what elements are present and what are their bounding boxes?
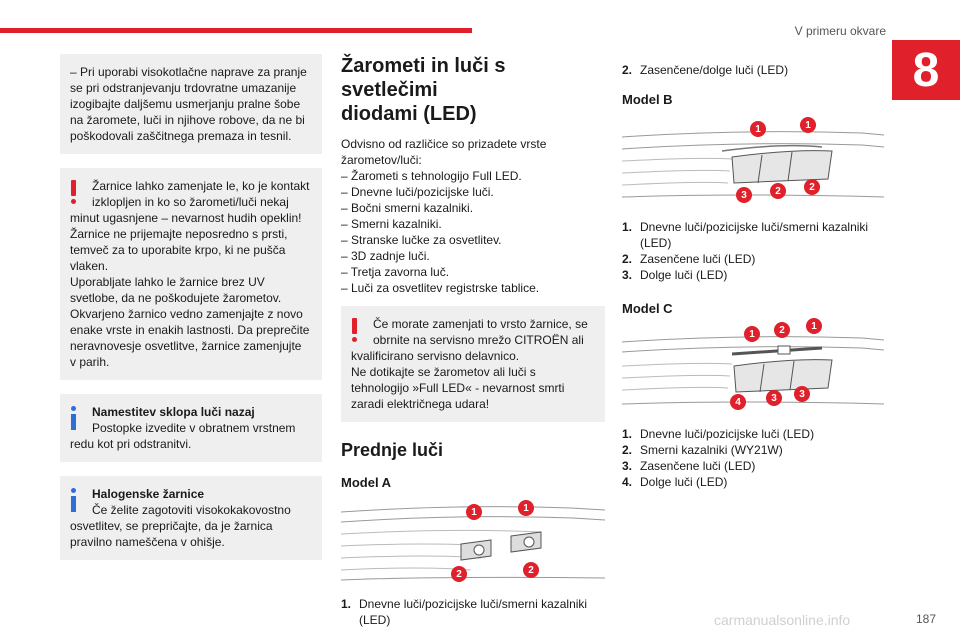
callout-badge: 2 — [804, 179, 820, 195]
callout-badge: 1 — [800, 117, 816, 133]
list-item: – Luči za osvetlitev registrske tablice. — [341, 281, 540, 295]
text-line: Žarnice ne prijemajte neposredno s prsti, — [70, 227, 288, 241]
text-line: v parih. — [70, 355, 110, 369]
cleaning-note-box — [60, 54, 322, 154]
model-a-diagram — [341, 500, 605, 586]
legend-item: 2. Zasenčene luči (LED) — [622, 252, 756, 266]
callout-badge: 1 — [518, 500, 534, 516]
text-line: Žarnice lahko zamenjate le, ko je kontakt — [92, 179, 310, 193]
text-line: se pri odstranjevanju trdovratne umazanije — [70, 81, 297, 95]
front-lights-heading: Prednje luči — [341, 440, 444, 460]
text-line: vlaken. — [70, 259, 109, 273]
callout-badge: 4 — [730, 394, 746, 410]
text-line: žarometov/luči: — [341, 153, 422, 167]
text-line: izogibajte daljšemu usmerjanju pralne šobe — [70, 97, 301, 111]
callout-badge: 2 — [774, 322, 790, 338]
text-line: Okvarjeno žarnico vedno zamenjajte z novo — [70, 307, 303, 321]
legend-item: 1. Dnevne luči/pozicijske luči/smerni kazalniki (LED) — [622, 220, 869, 250]
callout-badge: 1 — [750, 121, 766, 137]
refit-info-box — [60, 394, 322, 462]
column-2 — [341, 54, 605, 636]
footer-watermark: carmanualsonline.info — [714, 612, 851, 628]
callout-badge: 2 — [523, 562, 539, 578]
text-line: svetlobe, da ne poškodujete žarometov. — [70, 291, 282, 305]
column-3 — [622, 62, 884, 498]
bulb-warning-box — [60, 168, 322, 380]
text-line: na žaromete, luči in njihove robove, da ne bi — [70, 113, 305, 127]
text-line: zaradi električnega udara! — [351, 397, 490, 411]
callout-badge: 1 — [466, 504, 482, 520]
legend-item: 1. Dnevne luči/pozicijske luči (LED) — [622, 427, 815, 441]
text-line: pravilno nameščena v ohišje. — [70, 535, 225, 549]
text-line: Postopke izvedite v obratnem vrstnem — [92, 421, 296, 435]
list-item: – Smerni kazalniki. — [341, 217, 442, 231]
info-icon — [70, 488, 78, 512]
text-line: minut ugasnjene – nevarnost hudih opeklin! — [70, 211, 302, 225]
chapter-badge: 8 — [892, 40, 960, 100]
text-line: Ne dotikajte se žarometov ali luči s — [351, 365, 536, 379]
list-item: – Dnevne luči/pozicijske luči. — [341, 185, 494, 199]
text-line: kvalificirano servisno delavnico. — [351, 349, 520, 363]
title-line: diodami (LED) — [341, 103, 477, 125]
halogen-info-box — [60, 476, 322, 560]
text-line: – Pri uporabi visokotlačne naprave za pranje — [70, 65, 307, 79]
text-line: temveč za to uporabite krpo, ki ne pušča — [70, 243, 286, 257]
page-number: 187 — [915, 612, 936, 626]
text-line: tehnologijo »Full LED« - nevarnost smrti — [351, 381, 565, 395]
legend-item: 2. Zasenčene/dolge luči (LED) — [622, 63, 789, 77]
text-line: obrnite na servisno mrežo CITROËN ali — [373, 333, 584, 347]
text-line: Če morate zamenjati to vrsto žarnice, se — [373, 317, 588, 331]
info-title: Halogenske žarnice — [92, 487, 205, 501]
callout-badge: 3 — [736, 187, 752, 203]
callout-badge: 1 — [806, 318, 822, 334]
model-c-heading: Model C — [622, 301, 673, 316]
warning-icon — [351, 318, 359, 342]
section-title: V primeru okvare — [794, 24, 886, 38]
led-section-title — [341, 54, 605, 126]
title-line: Žarometi in luči s svetlečimi — [341, 55, 506, 101]
list-item: – 3D zadnje luči. — [341, 249, 430, 263]
callout-badge: 3 — [766, 390, 782, 406]
callout-badge: 1 — [744, 326, 760, 342]
led-warning-box — [341, 306, 605, 422]
model-a-heading: Model A — [341, 475, 392, 490]
list-item: – Žarometi s tehnologijo Full LED. — [341, 169, 522, 183]
led-types-list — [341, 168, 605, 296]
text-line: poškodovali zaščitnega premaza in tesnil. — [70, 129, 292, 143]
text-line: Uporabljate lahko le žarnice brez UV — [70, 275, 265, 289]
info-icon — [70, 406, 78, 430]
top-legend — [622, 62, 884, 78]
callout-badge: 2 — [451, 566, 467, 582]
list-item: – Stranske lučke za osvetlitev. — [341, 233, 502, 247]
legend-item: 4. Dolge luči (LED) — [622, 475, 728, 489]
legend-item: 3. Dolge luči (LED) — [622, 268, 728, 282]
model-a-legend — [341, 596, 605, 628]
info-title: Namestitev sklopa luči nazaj — [92, 405, 255, 419]
text-line: neravnovesje osvetlitve, žarnice zamenjujte — [70, 339, 302, 353]
list-item: – Bočni smerni kazalniki. — [341, 201, 474, 215]
legend-item: 1. Dnevne luči/pozicijske luči/smerni kazalniki (LED) — [341, 597, 588, 627]
text-line: redu kot pri odstranitvi. — [70, 437, 192, 451]
callout-badge: 2 — [770, 183, 786, 199]
model-b-heading: Model B — [622, 92, 673, 107]
text-line: Če želite zagotoviti visokokakovostno — [92, 503, 291, 517]
model-c-diagram — [622, 320, 884, 416]
column-1 — [60, 54, 322, 574]
model-c-legend — [622, 426, 884, 490]
legend-item: 2. Smerni kazalniki (WY21W) — [622, 443, 783, 457]
model-b-diagram — [622, 117, 884, 209]
model-b-legend — [622, 219, 884, 283]
top-accent-bar — [0, 28, 472, 33]
legend-item: 3. Zasenčene luči (LED) — [622, 459, 756, 473]
list-item: – Tretja zavorna luč. — [341, 265, 450, 279]
text-line: izklopljen in ko so žarometi/luči nekaj — [92, 195, 289, 209]
text-line: Odvisno od različice so prizadete vrste — [341, 137, 547, 151]
callout-badge: 3 — [794, 386, 810, 402]
intro-paragraph — [341, 136, 605, 168]
text-line: osvetlitev, se prepričajte, da je žarnica — [70, 519, 273, 533]
warning-icon — [70, 180, 78, 204]
text-line: enake vrste in enakih lastnosti. Da preprečite — [70, 323, 310, 337]
